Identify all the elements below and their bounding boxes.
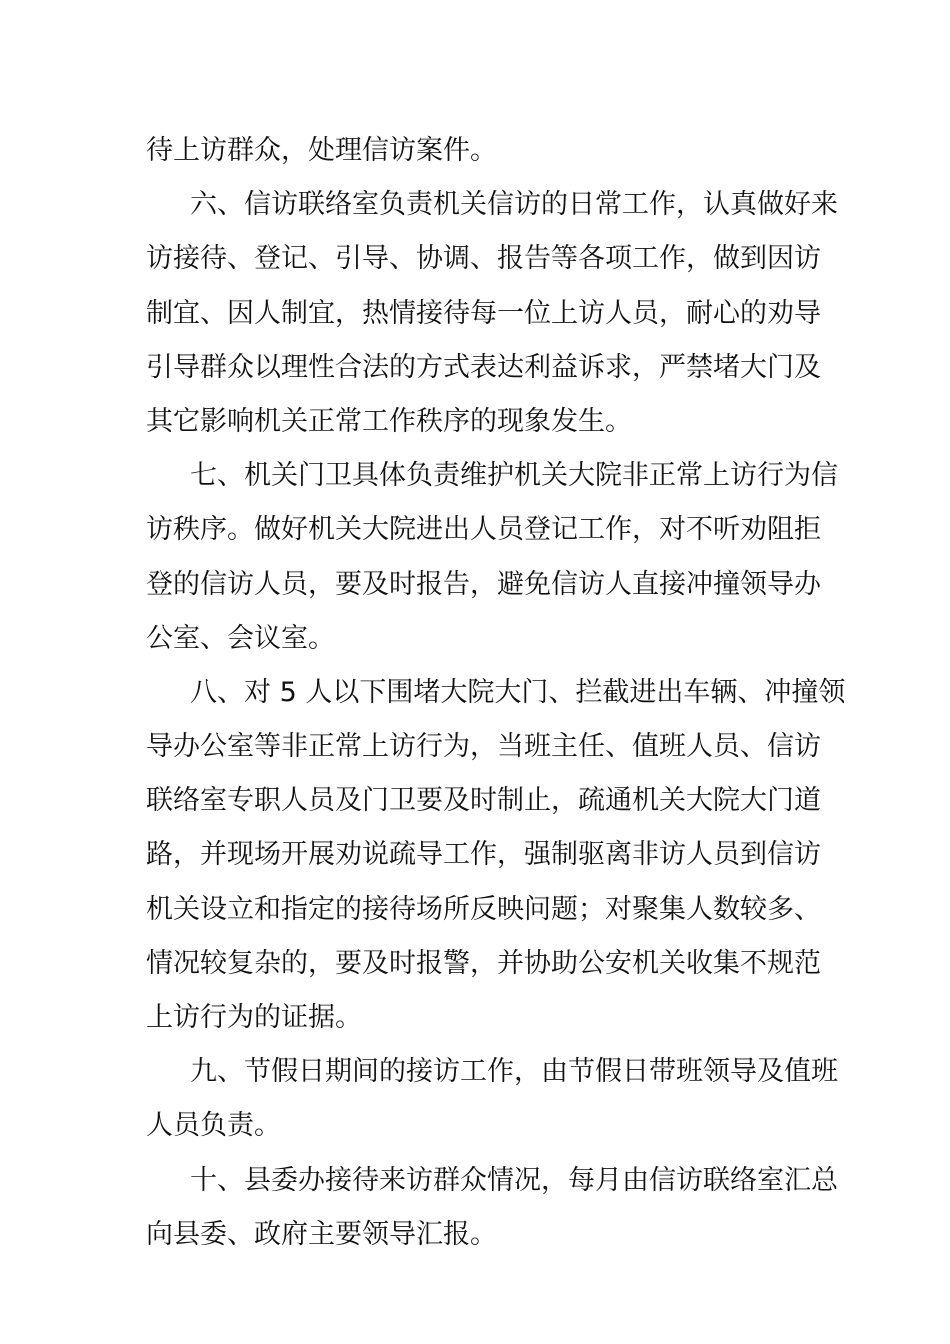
paragraph-9-line-2: 人员负责。	[146, 1110, 281, 1142]
paragraph-6-line-1: 六、信访联络室负责机关信访的日常工作，认真做好来	[190, 189, 838, 221]
paragraph-8-line-7: 上访行为的证据。	[146, 1002, 362, 1033]
paragraph-8-line-3: 联络室专职人员及门卫要及时制止，疏通机关大院大门道	[146, 785, 821, 817]
paragraph-8-line-6: 情况较复杂的，要及时报警，并协助公安机关收集不规范	[146, 947, 821, 979]
paragraph-6-line-3: 制宜、因人制宜，热情接待每一位上访人员，耐心的劝导	[146, 297, 821, 329]
paragraph-6-line-5: 其它影响机关正常工作秩序的现象发生。	[146, 405, 632, 437]
paragraph-7-line-2: 访秩序。做好机关大院进出人员登记工作，对不听劝阻拒	[146, 514, 821, 546]
paragraph-7-line-3: 登的信访人员，要及时报告，避免信访人直接冲撞领导办	[146, 568, 821, 600]
paragraph-8-line-2: 导办公室等非正常上访行为，当班主任、值班人员、信访	[146, 731, 821, 763]
paragraph-8-line-4: 路，并现场开展劝说疏导工作，强制驱离非访人员到信访	[146, 839, 821, 871]
paragraph-8-line-1: 八、对 5 人以下围堵大院大门、拦截进出车辆、冲撞领	[190, 676, 846, 708]
paragraph-8-line-5: 机关设立和指定的接待场所反映问题；对聚集人数较多、	[146, 893, 821, 925]
paragraph-6-line-2: 访接待、登记、引导、协调、报告等各项工作，做到因访	[146, 243, 821, 275]
paragraph-7-line-4: 公室、会议室。	[146, 622, 335, 654]
paragraph-10-line-1: 十、县委办接待来访群众情况，每月由信访联络室汇总	[190, 1164, 838, 1196]
paragraph-6-line-4: 引导群众以理性合法的方式表达利益诉求，严禁堵大门及	[146, 351, 821, 383]
text-line-1: 待上访群众，处理信访案件。	[146, 135, 497, 166]
paragraph-9-line-1: 九、节假日期间的接访工作，由节假日带班领导及值班	[190, 1056, 838, 1088]
paragraph-7-line-1: 七、机关门卫具体负责维护机关大院非正常上访行为信	[190, 460, 838, 492]
paragraph-10-line-2: 向县委、政府主要领导汇报。	[146, 1218, 497, 1250]
document-body	[146, 124, 846, 1262]
